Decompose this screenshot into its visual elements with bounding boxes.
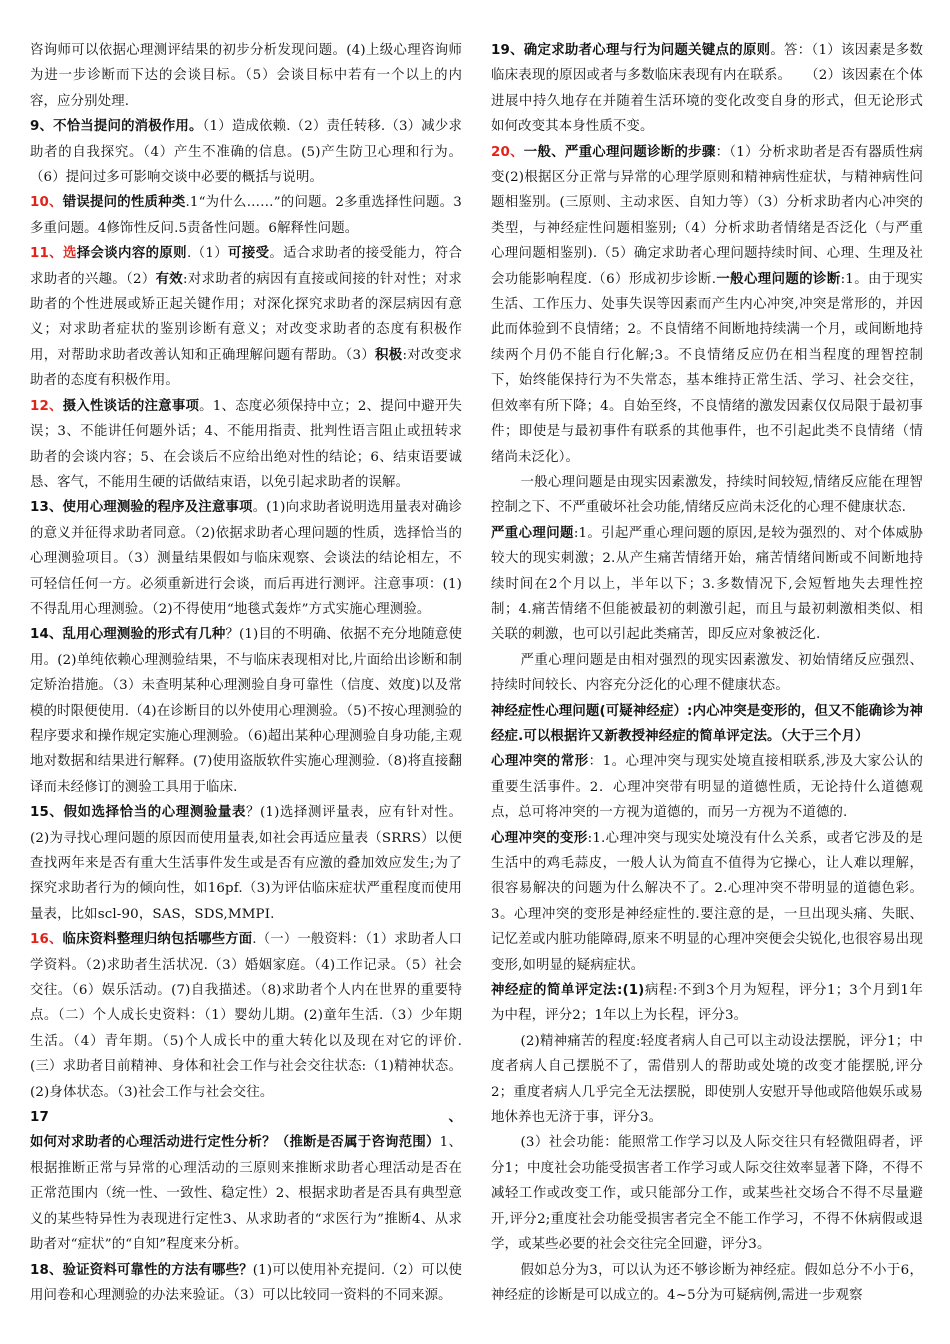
item-11-body-3: :对改变求助者的态度有积极作用。 (30, 347, 462, 389)
item-10-body: .1“为什么……”的问题。2多重选择性问题。3多重问题。4修饰性反问.5责备性问题。6解释性问题。 (30, 195, 462, 236)
item-11-body-2: :对求助者的病因有直接或间接的针对性；对求助者的个性进展或矫正起关键作用；对深化探究求助者的深层病因有意义；对求助者症状的鉴别诊断有意义；对改变求助者的态度有积极作用，对帮助求助者改善认知和正确理解问题有帮助。（3） (30, 271, 462, 363)
item-20-body: ：（1）分析求助者是否有器质性病变(2)根据区分正常与异常的心理学原则和精神病性症状，与精神病性问题相鉴别。(三原则、主动求医、自知力等）（3）分析求助者内心冲突的类型，与神经症性问题相鉴别;（4）分析求助者情绪是否泛化（与严重心理问题相鉴别).（5）确定求助者心理问题持续时间、心理、生理及社会功能影响程度.（6）形成初步诊断. (491, 144, 923, 287)
general-problem-diagnosis-heading: 一般心理问题的诊断 (716, 271, 841, 287)
item-11-sep: .（1） (186, 246, 229, 262)
item-13-body: 。(1)向求助者说明选用量表对确诊的意义并征得求助者同意。（2)依据求助者心理问题的性质，选择恰当的心理测验项目。（3）测量结果假如与临床观察、会谈法的结论相左，不可轻信任何一方。必须重新进行会谈，而后再进行测评。注意事项：(1)不得乱用心理测验。（2)不得使用“地毯式轰炸”方式实施心理测验。 (30, 500, 462, 617)
neurosis-scale-total: 假如总分为3，可以认为还不够诊断为神经症。假如总分不小于6，神经症的诊断是可以成立的。4~5分为可疑病例,需进一步观察 (491, 1262, 923, 1303)
conflict-normal-heading: 心理冲突的常形 (491, 754, 589, 770)
item-10-number: 10、 (30, 195, 63, 211)
item-19 (491, 38, 923, 140)
item-12-number: 12、 (30, 398, 63, 414)
item-17-body: 1、根据推断正常与异常的心理活动的三原则来推断求助者心理活动是否在正常范围内（统一性、一致性、稳定性）2、根据求助者是否具有典型意义的某些特异性为表现进行定性3、从求助者的“求医行为”推断4、从求助者对“症状”的“自知”程度来分析。 (30, 1135, 462, 1253)
item-11-title: 择会谈内容的原则 (76, 246, 187, 262)
neurosis-scale-item-1-label: :(1) (616, 983, 645, 999)
severe-problem-definition: 严重心理问题是由相对强烈的现实因素激发、初始情绪反应强烈、持续时间较长、内容充分泛化的心理不健康状态。 (491, 652, 923, 694)
item-15-title: 假如选择恰当的心理测验量表 (63, 805, 247, 821)
conflict-normal (491, 749, 923, 825)
item-11-key-2: 有效 (155, 271, 184, 287)
conflict-normal-body: ：1。心理冲突与现实处境直接相联系,涉及大家公认的重要生活事件。2．心理冲突带有明显的道德性质，无论持什么道德观点，总可将冲突的一方视为道德的，而另一方视为不道德的. (491, 754, 923, 821)
item-14-body: ？(1)目的不明确、依据不充分地随意使用。(2)单纯依赖心理测验结果，不与临床表现相对比,片面给出诊断和制定矫治措施。（3）未查明某种心理测验自身可靠性（信度、效度)以及常模的时限便使用.（4)在诊断目的以外使用心理测验。（5)不按心理测验的程序要求和操作规定实施心理测验。（6)超出某种心理测验自身功能,主观地对数据和结果进行解释。(7)使用盗版软件实施心理测验.（8)将直接翻译而未经修订的测验工具用于临床. (30, 627, 463, 795)
item-10 (30, 190, 462, 241)
item-11-key-1: 可接受 (228, 246, 270, 262)
item-14-title: 乱用心理测验的形式有几种 (62, 627, 226, 643)
item-17 (30, 1105, 462, 1257)
item-16-number: 16、 (30, 932, 63, 948)
item-16 (30, 927, 462, 1105)
item-11 (30, 241, 462, 393)
right-column (491, 38, 923, 1308)
neurosis-problem-heading: 神经症性心理问题(可疑神经症）:内心冲突是变形的，但又不能确诊为神经症.可以根据许又新教授神经症的简单评定法。（大于三个月） (491, 703, 923, 744)
item-12 (30, 394, 462, 496)
item-11-key-3: 积极 (375, 347, 403, 363)
item-15-number: 15、 (30, 805, 64, 821)
severe-problem-heading: 严重心理问题 (491, 525, 574, 541)
item-11-title-first-char: 选 (62, 246, 77, 262)
left-column (30, 38, 462, 1308)
item-18 (30, 1258, 462, 1309)
item-17-title: 如何对求助者的心理活动进行定性分析？（推断是否属于咨询范围） (30, 1135, 440, 1151)
item-10-title: 错误提问的性质种类 (62, 195, 186, 211)
item-20-title: 一般、严重心理问题诊断的步骤 (523, 144, 716, 160)
item-19-title: 确定求助者心理与行为问题关键点的原则 (523, 43, 771, 58)
severe-problem (491, 521, 923, 648)
item-16-body: .（一）一般资料：（1）求助者人口学资料。（2)求助者生活状况.（3）婚姻家庭。（4)工作记录。（5）社会交往。（6）娱乐活动。(7)自我描述。（8)求助者个人内在世界的重要特点。（二）个人成长史资料：（1）婴幼儿期。(2)童年生活.（3）少年期生活。（4）青年期。（5)个人成长中的重大转化以及现在对它的评价.(三）求助者目前精神、身体和社会工作与社会交往状态:（1)精神状态。(2)身体状态。（3)社会工作与社会交往。 (30, 932, 463, 1100)
item-9-body: （1）造成依赖.（2）责任转移.（3）减少求助者的自我探究。（4）产生不准确的信息。(5)产生防卫心理和行为。（6）提问过多可影响交谈中必要的概括与说明。 (30, 119, 462, 186)
general-problem-definition: 一般心理问题是由现实因素激发，持续时间较短,情绪反应能在理智控制之下、不严重破坏社会功能,情绪反应尚未泛化的心理不健康状态. (491, 474, 923, 516)
item-9-number: 9、 (30, 119, 54, 135)
item-12-title: 摄入性谈话的注意事项 (62, 398, 200, 414)
item-17-number: 17、 (30, 1110, 462, 1126)
item-20 (491, 140, 923, 470)
item-19-body: 。答：（1）该因素是多数临床表现的原因或者与多数临床表现有内在联系。 （2）该因素在个体进展中持久地存在并随着生活环境的变化改变自身的形式，但无论形式如何改变其本身性质不变。 (491, 43, 923, 135)
general-problem-diagnosis-body: :1。由于现实生活、工作压力、处事失误等因素而产生内心冲突,冲突是常形的，并因此而体验到不良情绪；2。不良情绪不间断地持续满一个月，或间断地持续两个月仍不能自行化解;3。不良情绪反应仍在相当程度的理智控制下，始终能保持行为不失常态，基本维持正常生活、学习、社会交往，但效率有所下降；4。自始至终，不良情绪的激发因素仅仅局限于最初事件；即使是与最初事件有联系的其他事件，也不引起此类不良情绪（情绪尚未泛化）。 (491, 271, 924, 465)
item-18-number: 18、 (30, 1262, 63, 1278)
neurosis-scale-item-2: (2)精神痛苦的程度:轻度者病人自己可以主动设法摆脱，评分1；中度者病人自己摆脱不了，需借别人的帮助或处境的改变才能摆脱,评分2；重度者病人几乎完全无法摆脱，即使别人安慰开导他或陪他娱乐或易地休养也无济于事，评分3。 (491, 1033, 923, 1126)
item-13-number: 13、 (30, 500, 63, 516)
item-9 (30, 114, 462, 190)
item-14-number: 14、 (30, 627, 63, 643)
paragraph-counseling-goals: 咨询师可以依据心理测评结果的初步分析发现问题。(4)上级心理咨询师为进一步诊断而下达的会谈目标。（5）会谈目标中若有一个以上的内容，应分别处理. (30, 43, 462, 109)
severe-problem-body: :1。引起严重心理问题的原因,是较为强烈的、对个体威胁较大的现实刺激；2.从产生痛苦情绪开始，痛苦情绪间断或不间断地持续时间在2个月以上，半年以下；3.多数情况下,会短暂地失去理性控制；4.痛苦情绪不但能被最初的刺激引起，而且与最初刺激相类似、相关联的刺激，也可以引起此类痛苦，即反应对象被泛化. (491, 525, 923, 643)
item-11-body-1: 。适合求助者的接受能力，符合求助者的兴趣。（2） (30, 246, 462, 287)
neurosis-scale-heading: 神经症的简单评定法 (491, 983, 617, 999)
item-12-body: 。1、态度必须保持中立；2、提问中避开失误；3、不能讲任何题外话；4、不能用指责、批判性语言阻止或扭转求助者的会谈内容；5、在会谈后不应给出绝对性的结论；6、结束语要诚恳、客气，不能用生硬的话做结束语，以免引起求助者的误解。 (30, 398, 462, 490)
conflict-variant-heading: 心理冲突的变形 (491, 830, 588, 846)
item-19-number: 19、 (491, 43, 524, 58)
item-9-title: 不恰当提问的消极作用。 (53, 119, 203, 135)
neurosis-scale-item-1-body: 病程:不到3个月为短程，评分1；3个月到1年为中程，评分2；1年以上为长程，评分3。 (491, 983, 924, 1024)
item-11-number: 11、 (30, 246, 63, 262)
conflict-variant (491, 826, 923, 978)
item-15-body: ？(1)选择测评量表，应有针对性。(2)为寻找心理问题的原因而使用量表,如社会再适应量表（SRRS）以便查找两年来是否有重大生活事件发生或是否有应激的叠加效应发生;为了探究求助者行为的倾向性，如16pf.（3)为评估临床症状严重程度而使用量表，比如scl-90，SAS，SDS,MMPI. (30, 805, 462, 922)
item-20-number: 20、 (491, 144, 524, 160)
neurosis-scale (491, 978, 923, 1029)
item-13 (30, 495, 462, 622)
item-16-title: 临床资料整理归纳包括哪些方面 (62, 932, 253, 948)
item-13-title: 使用心理测验的程序及注意事项 (62, 500, 253, 516)
item-18-title: 验证资料可靠性的方法有哪些？ (62, 1262, 253, 1278)
item-15 (30, 800, 462, 927)
item-14 (30, 622, 462, 800)
neurosis-scale-item-3: (3）社会功能：能照常工作学习以及人际交往只有轻微阻碍者，评分1；中度社会功能受损害者工作学习或人际交往效率显著下降，不得不减轻工作或改变工作，或只能部分工作，或某些社交场合不得不尽量避开,评分2;重度社会功能受损害者完全不能工作学习，不得不休病假或退学，或某些必要的社会交往完全回避，评分3。 (491, 1135, 923, 1253)
conflict-variant-body: :1.心理冲突与现实处境没有什么关系，或者它涉及的是生活中的鸡毛蒜皮，一般人认为简直不值得为它操心，让人难以理解，很容易解决的问题为什么解决不了。2.心理冲突不带明显的道德色彩。3。心理冲突的变形是神经症性的.要注意的是，一旦出现头痛、失眠、记忆差或内脏功能障碍,原来不明显的心理冲突便会尖锐化,也很容易出现变形,如明显的疑病症状。 (491, 830, 923, 973)
item-18-body: (1)可以使用补充提问.（2）可以使用问卷和心理测验的办法来验证。（3）可以比较同一资料的不同来源。 (30, 1262, 462, 1303)
